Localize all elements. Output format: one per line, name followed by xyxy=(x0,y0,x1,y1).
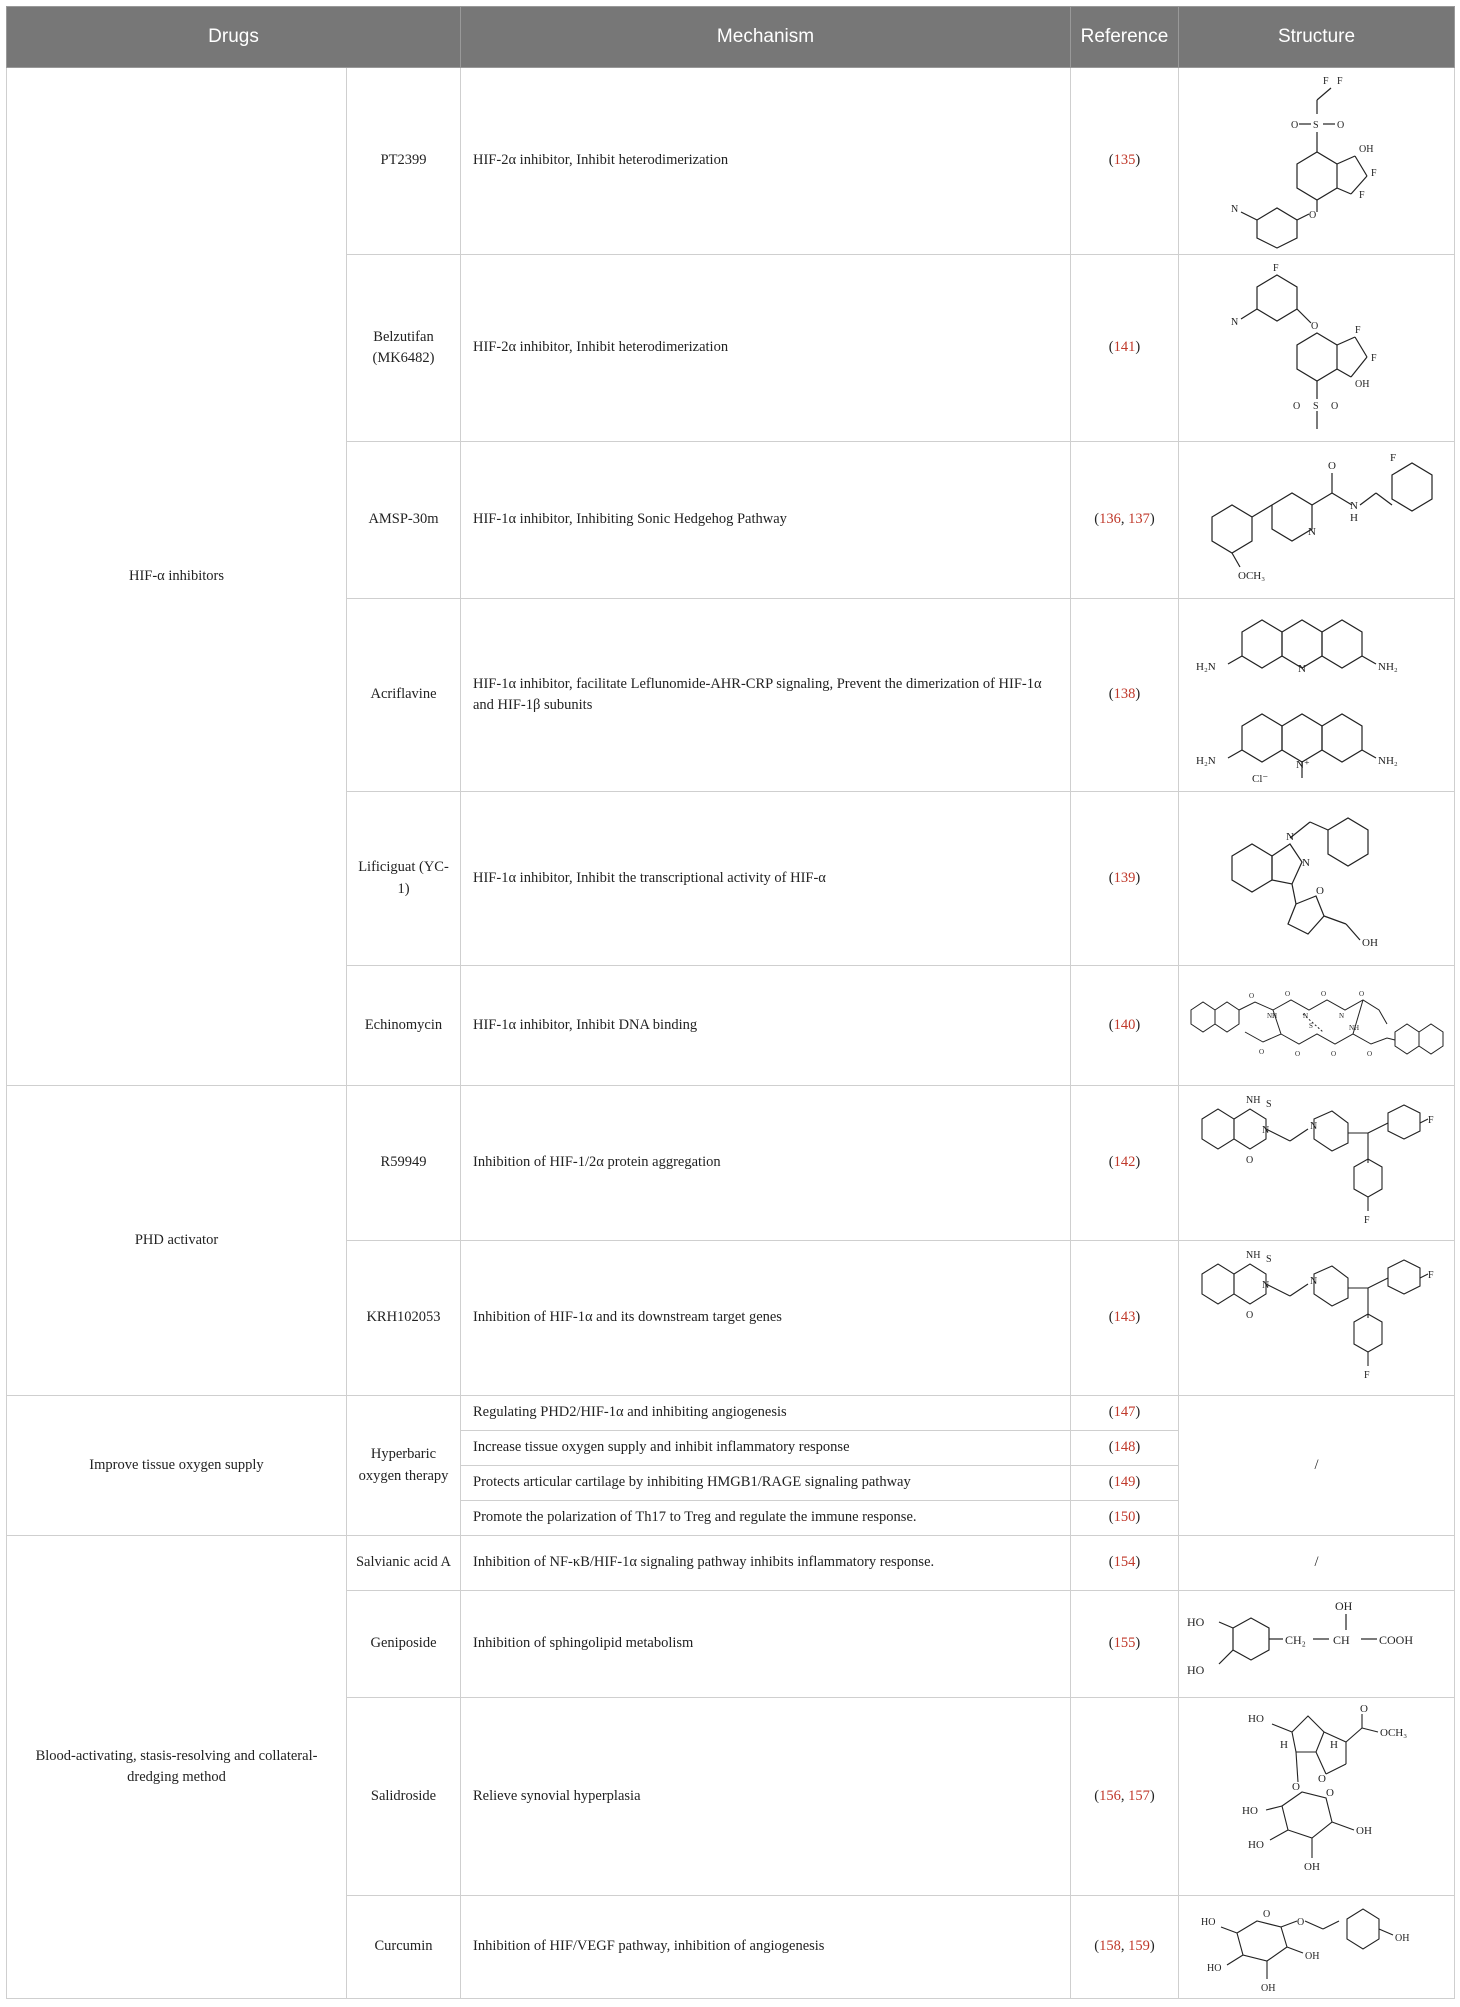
atom-label: OH xyxy=(1361,936,1378,949)
reference-link[interactable]: 156 xyxy=(1099,1787,1121,1804)
atom-label: F xyxy=(1370,168,1377,179)
atom-label: O xyxy=(1262,1909,1270,1920)
atom-label: OCH₃ xyxy=(1379,1726,1407,1739)
structure-krh102053 xyxy=(1192,1244,1442,1392)
atom-label: OH xyxy=(1334,1599,1352,1613)
atom-label: F xyxy=(1363,1370,1370,1381)
atom-label: F xyxy=(1336,76,1343,87)
reference-cell: (147) xyxy=(1071,1396,1179,1431)
atom-label: HO xyxy=(1241,1804,1258,1817)
atom-label: H₂N xyxy=(1195,661,1216,673)
atom-label: H₂N xyxy=(1195,755,1216,767)
atom-label: N xyxy=(1230,317,1238,328)
atom-label: O xyxy=(1317,1772,1326,1785)
reference-cell: (150) xyxy=(1071,1501,1179,1536)
atom-label: OH xyxy=(1355,1824,1372,1837)
atom-label: N xyxy=(1302,1011,1308,1020)
mechanism-text: HIF-2α inhibitor, Inhibit heterodimerization xyxy=(461,255,1071,442)
reference-cell: (135) xyxy=(1071,68,1179,255)
mechanism-text: Promote the polarization of Th17 to Treg and regulate the immune response. xyxy=(461,1501,1071,1536)
header-reference: Reference xyxy=(1071,7,1179,68)
reference-link[interactable]: 159 xyxy=(1128,1938,1150,1955)
structure-salidroside xyxy=(1192,1702,1442,1892)
mechanism-text: Relieve synovial hyperplasia xyxy=(461,1698,1071,1896)
atom-label: OH xyxy=(1358,144,1373,155)
atom-label: N xyxy=(1309,1276,1317,1287)
atom-label: O xyxy=(1310,321,1318,332)
reference-link[interactable]: 148 xyxy=(1113,1439,1136,1456)
structure-geniposide xyxy=(1183,1594,1451,1694)
reference-cell: (154) xyxy=(1071,1536,1179,1591)
header-structure: Structure xyxy=(1179,7,1455,68)
atom-label: O xyxy=(1359,1702,1368,1715)
structure-placeholder: / xyxy=(1179,1536,1455,1591)
atom-label: O xyxy=(1294,1049,1300,1058)
atom-label: NH xyxy=(1266,1011,1277,1020)
atom-label: O xyxy=(1330,401,1338,412)
structure-curcumin xyxy=(1187,1899,1447,1995)
structure-placeholder: / xyxy=(1179,1396,1455,1536)
drug-name: Echinomycin xyxy=(347,966,461,1086)
reference-cell: (156, 157) xyxy=(1071,1698,1179,1896)
reference-cell: (140) xyxy=(1071,966,1179,1086)
atom-label: N xyxy=(1309,1121,1317,1132)
structure-cell xyxy=(1179,1241,1455,1396)
group-blood-activating: Blood-activating, stasis-resolving and collateral-dredging method xyxy=(7,1536,347,1999)
drug-name: AMSP-30m xyxy=(347,442,461,599)
reference-link[interactable]: 136 xyxy=(1099,511,1121,528)
reference-link[interactable]: 140 xyxy=(1113,1016,1136,1033)
mechanism-text: Protects articular cartilage by inhibiting HMGB1/RAGE signaling pathway xyxy=(461,1466,1071,1501)
atom-label: F xyxy=(1322,76,1329,87)
atom-label: N xyxy=(1338,1011,1344,1020)
atom-label: O xyxy=(1325,1786,1334,1799)
mechanism-text: Regulating PHD2/HIF-1α and inhibiting angiogenesis xyxy=(461,1396,1071,1431)
reference-link[interactable]: 154 xyxy=(1113,1554,1136,1571)
structure-cell xyxy=(1179,255,1455,442)
reference-link[interactable]: 139 xyxy=(1113,869,1136,886)
atom-label: O xyxy=(1336,120,1344,131)
atom-label: COOH xyxy=(1378,1633,1413,1647)
reference-cell: (143) xyxy=(1071,1241,1179,1396)
reference-cell: (148) xyxy=(1071,1431,1179,1466)
drug-name: Belzutifan (MK6482) xyxy=(347,255,461,442)
atom-label: S xyxy=(1308,1021,1313,1030)
mechanism-text: HIF-2α inhibitor, Inhibit heterodimerization xyxy=(461,68,1071,255)
atom-label: H xyxy=(1329,1738,1338,1751)
atom-label: N xyxy=(1261,1125,1269,1136)
drug-name: Hyperbaric oxygen therapy xyxy=(347,1396,461,1536)
reference-cell: (142) xyxy=(1071,1086,1179,1241)
atom-label: F xyxy=(1354,325,1361,336)
drug-name: KRH102053 xyxy=(347,1241,461,1396)
atom-label: F xyxy=(1427,1115,1434,1126)
reference-link[interactable]: 147 xyxy=(1113,1404,1136,1421)
structure-cell xyxy=(1179,68,1455,255)
atom-label: F xyxy=(1370,353,1377,364)
reference-link[interactable]: 137 xyxy=(1128,511,1150,528)
atom-label: F xyxy=(1427,1270,1434,1281)
mechanism-text: HIF-1α inhibitor, facilitate Leflunomide-AHR-CRP signaling, Prevent the dimerization of HIF-1α and HIF-1β subunits xyxy=(461,599,1071,792)
atom-label: NH xyxy=(1245,1095,1260,1106)
atom-label: OH xyxy=(1260,1983,1275,1994)
drug-name: Geniposide xyxy=(347,1591,461,1698)
atom-label: F xyxy=(1272,263,1279,274)
reference-cell: (141) xyxy=(1071,255,1179,442)
reference-cell: (155) xyxy=(1071,1591,1179,1698)
header-row xyxy=(7,7,1455,68)
atom-label: N xyxy=(1285,830,1294,843)
atom-label: N xyxy=(1297,663,1306,675)
atom-label: OH xyxy=(1304,1951,1319,1962)
drug-name: Salvianic acid A xyxy=(347,1536,461,1591)
structure-cell xyxy=(1179,442,1455,599)
atom-label: Cl⁻ xyxy=(1251,773,1268,785)
atom-label: O xyxy=(1308,210,1316,221)
atom-label: F xyxy=(1358,190,1365,201)
atom-label: N xyxy=(1301,856,1310,869)
reference-cell: (136, 137) xyxy=(1071,442,1179,599)
atom-label: O xyxy=(1291,1780,1300,1793)
structure-cell xyxy=(1179,1896,1455,1999)
atom-label: HO xyxy=(1186,1663,1204,1677)
atom-label: O xyxy=(1358,989,1364,998)
reference-cell: (158, 159) xyxy=(1071,1896,1179,1999)
structure-lificiguat xyxy=(1202,796,1432,962)
structure-cell xyxy=(1179,1086,1455,1241)
structure-r59949 xyxy=(1192,1089,1442,1237)
atom-label: OH xyxy=(1354,379,1369,390)
atom-label: O xyxy=(1320,989,1326,998)
atom-label: OCH₃ xyxy=(1237,570,1265,582)
mechanism-text: Inhibition of HIF/VEGF pathway, inhibition of angiogenesis xyxy=(461,1896,1071,1999)
mechanism-text: Inhibition of HIF-1α and its downstream target genes xyxy=(461,1241,1071,1396)
atom-label: S xyxy=(1265,1254,1272,1265)
atom-label: S xyxy=(1265,1099,1272,1110)
drug-name: Curcumin xyxy=(347,1896,461,1999)
reference-cell: (138) xyxy=(1071,599,1179,792)
drug-name: Salidroside xyxy=(347,1698,461,1896)
atom-label: O xyxy=(1290,120,1298,131)
reference-link[interactable]: 138 xyxy=(1113,686,1136,703)
atom-label: OH xyxy=(1303,1860,1320,1873)
mechanism-text: HIF-1α inhibitor, Inhibiting Sonic Hedgehog Pathway xyxy=(461,442,1071,599)
drug-name: R59949 xyxy=(347,1086,461,1241)
structure-cell xyxy=(1179,1591,1455,1698)
table-row xyxy=(7,1086,1455,1241)
atom-label: O xyxy=(1245,1155,1253,1166)
atom-label: CH₂ xyxy=(1284,1633,1306,1647)
structure-cell xyxy=(1179,599,1455,792)
header-drugs: Drugs xyxy=(7,7,461,68)
atom-label: F xyxy=(1389,452,1396,464)
reference-link[interactable]: 143 xyxy=(1113,1309,1136,1326)
atom-label: O xyxy=(1315,884,1324,897)
reference-link[interactable]: 142 xyxy=(1113,1154,1136,1171)
reference-link[interactable]: 157 xyxy=(1128,1787,1150,1804)
atom-label: O xyxy=(1327,460,1336,472)
atom-label: NH₂ xyxy=(1377,661,1398,673)
reference-link[interactable]: 141 xyxy=(1113,339,1136,356)
header-mechanism: Mechanism xyxy=(461,7,1071,68)
atom-label: N xyxy=(1261,1280,1269,1291)
atom-label: N xyxy=(1307,526,1316,538)
atom-label: HO xyxy=(1186,1615,1204,1629)
atom-label: H xyxy=(1349,512,1358,524)
atom-label: OH xyxy=(1394,1933,1409,1944)
group-hif-inhibitors: HIF-α inhibitors xyxy=(7,68,347,1086)
atom-label: S xyxy=(1312,120,1319,131)
atom-label: HO xyxy=(1200,1917,1215,1928)
atom-label: HO xyxy=(1247,1838,1264,1851)
structure-amsp-30m xyxy=(1192,445,1442,595)
atom-label: F xyxy=(1363,1215,1370,1226)
atom-label: O xyxy=(1248,991,1254,1000)
atom-label: O xyxy=(1284,989,1290,998)
structure-cell xyxy=(1179,966,1455,1086)
group-oxygen-supply: Improve tissue oxygen supply xyxy=(7,1396,347,1536)
atom-label: H xyxy=(1279,1738,1288,1751)
atom-label: O xyxy=(1258,1047,1264,1056)
reference-link[interactable]: 155 xyxy=(1113,1635,1136,1652)
structure-belzutifan xyxy=(1227,259,1407,437)
reference-link[interactable]: 150 xyxy=(1113,1509,1136,1526)
group-phd-activator: PHD activator xyxy=(7,1086,347,1396)
structure-pt2399 xyxy=(1227,72,1407,250)
reference-link[interactable]: 149 xyxy=(1113,1474,1136,1491)
structure-cell xyxy=(1179,1698,1455,1896)
atom-label: NH xyxy=(1245,1250,1260,1261)
mechanism-text: HIF-1α inhibitor, Inhibit DNA binding xyxy=(461,966,1071,1086)
structure-cell xyxy=(1179,792,1455,966)
mechanism-text: Increase tissue oxygen supply and inhibit inflammatory response xyxy=(461,1431,1071,1466)
reference-cell: (149) xyxy=(1071,1466,1179,1501)
reference-link[interactable]: 158 xyxy=(1099,1938,1121,1955)
atom-label: NH xyxy=(1348,1023,1359,1032)
atom-label: O xyxy=(1366,1049,1372,1058)
reference-cell: (139) xyxy=(1071,792,1179,966)
table-row xyxy=(7,1396,1455,1431)
reference-link[interactable]: 135 xyxy=(1113,152,1136,169)
atom-label: O xyxy=(1292,401,1300,412)
atom-label: CH xyxy=(1332,1633,1350,1647)
atom-label: N xyxy=(1349,500,1358,512)
drug-name: Lificiguat (YC-1) xyxy=(347,792,461,966)
atom-label: HO xyxy=(1247,1712,1264,1725)
atom-label: NH₂ xyxy=(1377,755,1398,767)
drug-name: Acriflavine xyxy=(347,599,461,792)
structure-echinomycin xyxy=(1183,970,1451,1082)
atom-label: N⁺ xyxy=(1295,759,1310,771)
atom-label: O xyxy=(1245,1310,1253,1321)
mechanism-text: Inhibition of sphingolipid metabolism xyxy=(461,1591,1071,1698)
table-row xyxy=(7,68,1455,255)
mechanism-text: Inhibition of NF-κB/HIF-1α signaling pathway inhibits inflammatory response. xyxy=(461,1536,1071,1591)
drug-name: PT2399 xyxy=(347,68,461,255)
mechanism-text: HIF-1α inhibitor, Inhibit the transcriptional activity of HIF-α xyxy=(461,792,1071,966)
atom-label: O xyxy=(1330,1049,1336,1058)
atom-label: HO xyxy=(1206,1963,1221,1974)
atom-label: S xyxy=(1312,401,1319,412)
table-row xyxy=(7,1536,1455,1591)
mechanism-text: Inhibition of HIF-1/2α protein aggregation xyxy=(461,1086,1071,1241)
drug-table xyxy=(6,6,1455,1999)
atom-label: N xyxy=(1230,204,1238,215)
structure-acriflavine xyxy=(1192,602,1442,788)
atom-label: O xyxy=(1296,1917,1304,1928)
